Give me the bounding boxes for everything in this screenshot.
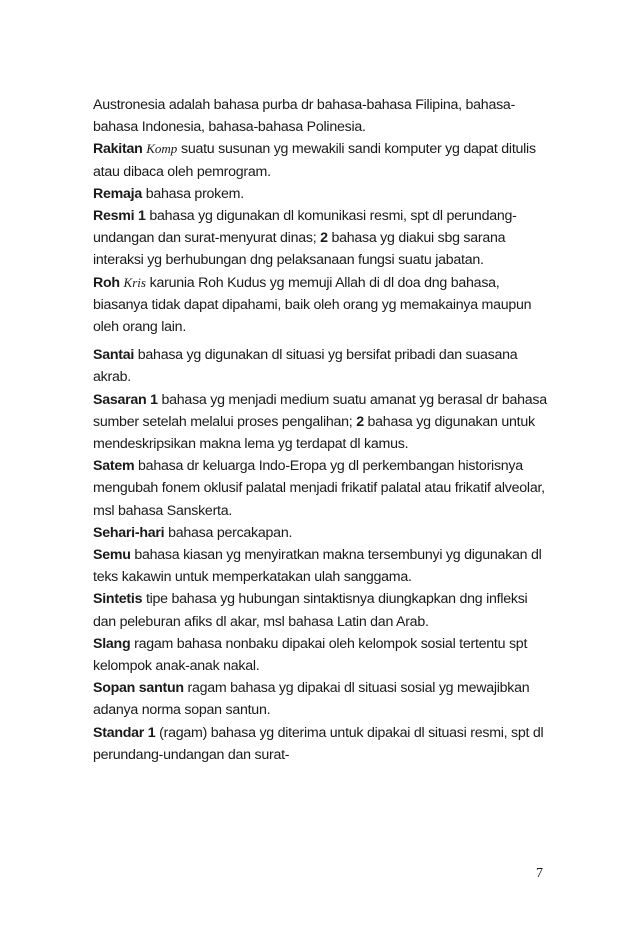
entry-sasaran [93, 389, 553, 456]
entry-satem [93, 455, 553, 522]
entry-semu [93, 544, 553, 588]
entry-term: Remaja [93, 185, 142, 202]
domain-abbreviation: Kris [123, 274, 146, 290]
entry-text: ragam bahasa nonbaku dipakai oleh kelompok sosial tertentu spt kelompok anak-anak nakal. [93, 635, 528, 675]
entry-term: Santai [93, 347, 135, 364]
entry-text: bahasa percakapan. [168, 524, 293, 541]
entry-text: (ragam) bahasa yg diterima untuk dipakai dl situasi resmi, spt dl perundang-undangan dan surat- [93, 724, 544, 763]
entry-term: Sasaran [93, 391, 147, 408]
entry-sehari-hari [93, 522, 553, 544]
entry-text: bahasa yg digunakan untuk mendeskripsikan makna lema yg terdapat dl kamus. [93, 413, 535, 453]
sense-number: 1 [138, 208, 146, 225]
entry-text: bahasa yg menjadi medium suatu amanat yg berasal dr bahasa sumber setelah melalui proses pengalihan; [93, 391, 547, 430]
sense-number: 1 [150, 391, 158, 408]
entry-term: Sehari-hari [93, 524, 165, 541]
entry-resmi [93, 205, 553, 272]
entry-text: Austronesia adalah bahasa purba dr bahasa-bahasa Filipina, bahasa-bahasa Indonesia, bahasa-bahasa Polinesia. [93, 97, 516, 136]
dictionary-page [93, 94, 553, 766]
entry-term: Slang [93, 635, 131, 652]
entry-sintetis [93, 588, 553, 632]
page-number: 7 [536, 866, 543, 881]
entry-roh [93, 272, 553, 339]
entry-sopan-santun [93, 677, 553, 721]
entry-term: Rakitan [93, 141, 143, 158]
entry-text: bahasa yg diakui sbg sarana interaksi yg berhubungan dng pelaksanaan fungsi suatu jabatan. [93, 230, 506, 269]
entry-text: bahasa yg digunakan dl situasi yg bersifat pribadi dan suasana akrab. [93, 347, 518, 386]
entry-text: bahasa kiasan yg menyiratkan makna tersembunyi yg digunakan dl teks kakawin untuk memperkatakan ulah sanggama. [93, 547, 542, 586]
entry-term: Sopan santun [93, 680, 184, 697]
entry-continuation [93, 94, 553, 138]
entry-rakitan [93, 138, 553, 182]
entry-text: bahasa prokem. [145, 185, 244, 202]
entry-term: Standar [93, 724, 145, 741]
entry-term: Resmi [93, 208, 135, 225]
entry-text: bahasa dr keluarga Indo-Eropa yg dl perkembangan historisnya mengubah fonem oklusif palatal menjadi frikatif palatal atau frikatif alveolar, msl bahasa Sanskerta. [93, 458, 545, 519]
entry-text: bahasa yg digunakan dl komunikasi resmi, spt dl perundang-undangan dan surat-menyurat dinas; [93, 208, 517, 247]
entry-standar [93, 722, 553, 766]
entry-santai [93, 344, 553, 388]
sense-number: 2 [356, 413, 364, 430]
entry-text: suatu susunan yg mewakili sandi komputer yg dapat ditulis atau dibaca oleh pemrogram. [93, 141, 536, 180]
entry-term: Semu [93, 547, 131, 564]
entry-term: Roh [93, 274, 120, 291]
entry-remaja [93, 183, 553, 205]
entry-term: Satem [93, 458, 135, 475]
sense-number: 2 [320, 230, 328, 247]
entry-text: karunia Roh Kudus yg memuji Allah di dl doa dng bahasa, biasanya tidak dapat dipahami, baik oleh orang yg memakainya maupun oleh orang lain. [93, 274, 532, 336]
entry-text: ragam bahasa yg dipakai dl situasi sosial yg mewajibkan adanya norma sopan santun. [93, 680, 530, 719]
entry-slang [93, 633, 553, 677]
entry-text: tipe bahasa yg hubungan sintaktisnya diungkapkan dng infleksi dan peleburan afiks dl akar, msl bahasa Latin dan Arab. [93, 591, 528, 630]
sense-number: 1 [147, 724, 156, 741]
entry-term: Sintetis [93, 591, 143, 608]
domain-abbreviation: Komp [146, 141, 178, 157]
